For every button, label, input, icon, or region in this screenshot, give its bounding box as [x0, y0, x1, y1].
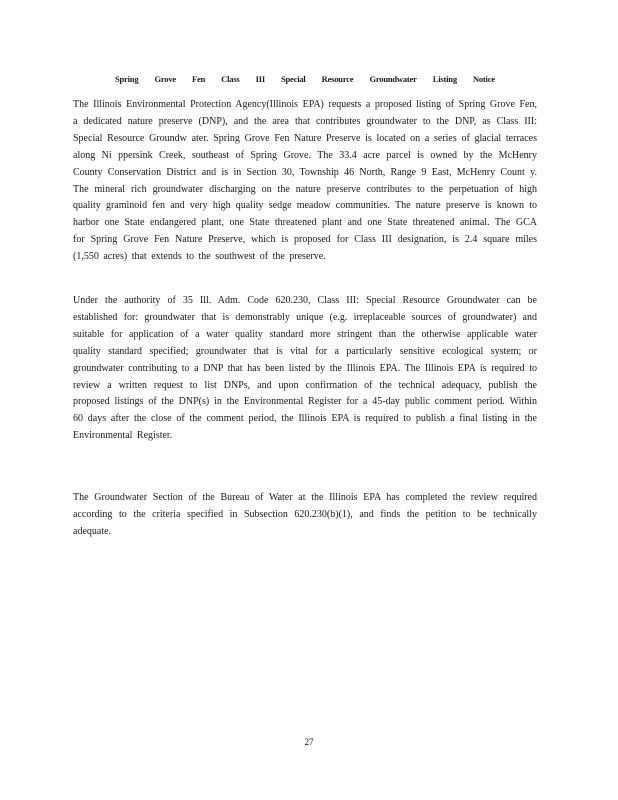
title-word: Special	[281, 74, 306, 84]
title-word: Listing	[432, 74, 457, 84]
title-word: Fen	[192, 74, 206, 84]
title-word: Resource	[321, 74, 354, 84]
title-word: Grove	[154, 74, 176, 84]
title-word: Groundwater	[369, 74, 417, 84]
title-word: Spring	[115, 74, 139, 84]
paragraph-authority: Under the authority of 35 Ill. Adm. Code 620.230, Class III: Special Resource Groundwater can be established for: groundwater that is demonstrably unique (e.g. irreplaceable sources of groundwater) and suitable for application of a water quality standard more stringent than the otherwise applicable water quality standard specified; groundwater that is vital for a particularly sensitive ecological system; or groundwater contributing to a DNP that has been listed by the Illinois EPA. The Illinois EPA is required to review a written request to list DNPs, and upon confirmation of the technical adequacy, publish the proposed listings of the DNP(s) in the Environmental Register for a 45-day public comment period. Within 60 days after the close of the comment period, the Illinois EPA is required to publish a final listing in the Environmental Register.	[73, 295, 537, 442]
paragraph-review-finding: The Groundwater Section of the Bureau of Water at the Illinois EPA has completed the review required according to the criteria specified in Subsection 620.230(b)(1), and finds the petition to be technically adequate.	[73, 492, 537, 537]
page-number: 27	[304, 737, 314, 747]
title-word: Notice	[472, 74, 495, 84]
paragraph-listing-request: The Illinois Environmental Protection Agency(Illinois EPA) requests a proposed listing of Spring Grove Fen, a dedicated nature preserve (DNP), and the area that contributes groundwater to the DNP, as Class III: Special Resource Groundw ater. Spring Grove Fen Nature Preserve is located on a series of glacial terraces along Ni ppersink Creek, southeast of Spring Grove. The 33.4 acre parcel is owned by the McHenry County Conservation District and is in Section 30, Township 46 North, Range 9 East, McHenry Count y. The mineral rich groundwater discharging on the nature preserve contributes to the perpetuation of high quality graminoid fen and very high quality sedge meadow communities. The nature preserve is known to harbor one State endangered plant, one State threatened plant and one State threatened animal. The GCA for Spring Grove Fen Nature Preserve, which is proposed for Class III designation, is 2.4 square miles (1,550 acres) that extends to the southwest of the preserve.	[73, 99, 537, 263]
document-title	[115, 74, 495, 84]
title-word: Class	[221, 74, 240, 84]
title-word: III	[255, 74, 265, 84]
